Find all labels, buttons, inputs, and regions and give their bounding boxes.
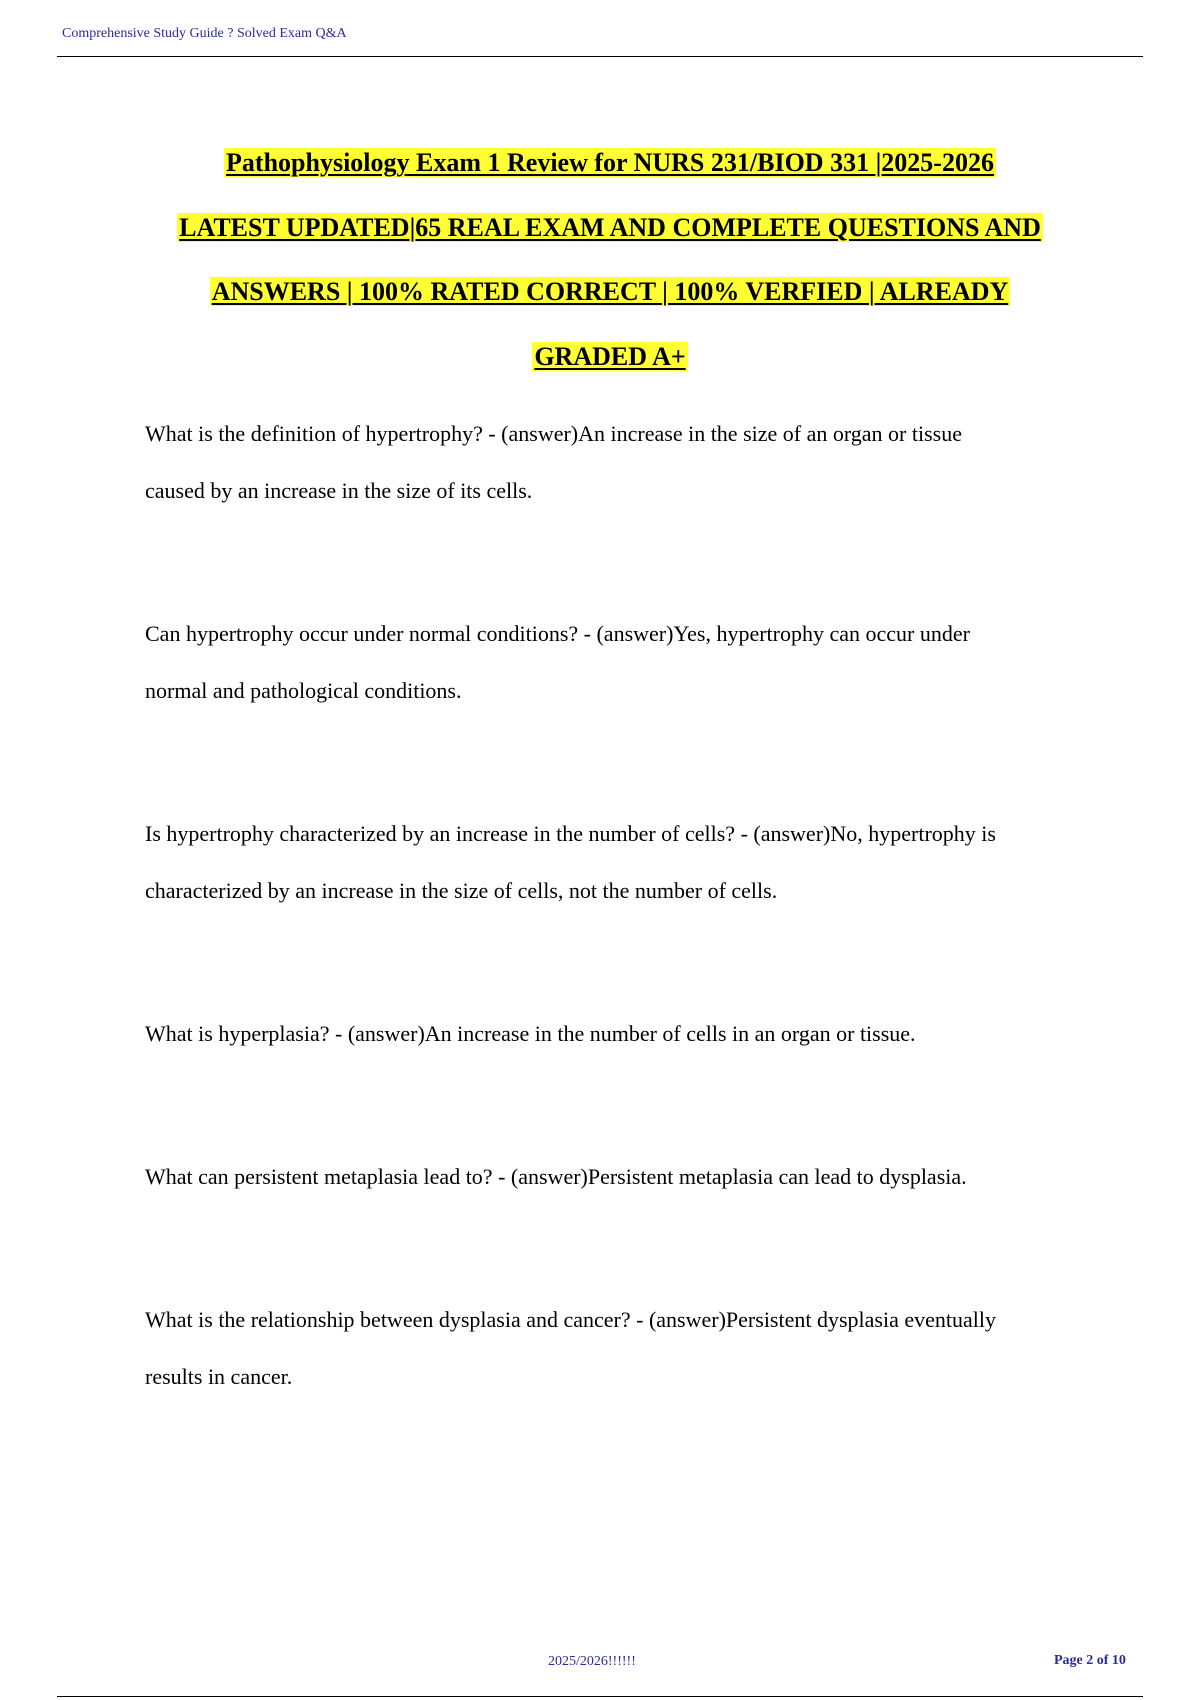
qa-line: results in cancer. — [145, 1363, 293, 1389]
qa-item-hypertrophy-cell-number — [145, 806, 1105, 919]
qa-item-hyperplasia — [145, 1006, 1105, 1063]
header-divider — [57, 56, 1143, 57]
title-line-2 — [140, 205, 1080, 270]
title-line-3 — [140, 269, 1080, 334]
qa-item-dysplasia-cancer — [145, 1292, 1105, 1405]
footer-divider — [57, 1696, 1143, 1697]
title-text-1: Pathophysiology Exam 1 Review for NURS 231/BIOD 331 |2025-2026 — [226, 148, 994, 177]
title-line-1 — [140, 140, 1080, 205]
qa-line: Can hypertrophy occur under normal conditions? - (answer)Yes, hypertrophy can occur under — [145, 621, 970, 646]
footer-year-text: 2025/2026!!!!!! — [548, 1654, 636, 1669]
qa-line: normal and pathological conditions. — [145, 677, 462, 703]
title-text-2: LATEST UPDATED|65 REAL EXAM AND COMPLETE QUESTIONS AND — [179, 212, 1041, 242]
qa-line: Is hypertrophy characterized by an increase in the number of cells? - (answer)No, hypertrophy is — [145, 821, 996, 846]
qa-item-metaplasia — [145, 1149, 1105, 1206]
title-text-3: ANSWERS | 100% RATED CORRECT | 100% VERFIED | ALREADY — [211, 277, 1009, 306]
qa-item-hypertrophy-normal — [145, 606, 1105, 719]
title-text-4: GRADED A+ — [534, 341, 686, 371]
qa-line: characterized by an increase in the size of cells, not the number of cells. — [145, 877, 778, 903]
page-number: Page 2 of 10 — [1054, 1653, 1126, 1668]
qa-item-hypertrophy-definition — [145, 406, 1105, 519]
running-header: Comprehensive Study Guide ? Solved Exam Q&A — [62, 26, 347, 41]
qa-line: What can persistent metaplasia lead to? - (answer)Persistent metaplasia can lead to dysplasia. — [145, 1164, 967, 1189]
qa-line: What is the relationship between dysplasia and cancer? - (answer)Persistent dysplasia eventually — [145, 1307, 996, 1332]
qa-line: What is hyperplasia? - (answer)An increase in the number of cells in an organ or tissue. — [145, 1021, 916, 1046]
title-line-4 — [140, 334, 1080, 399]
qa-line: What is the definition of hypertrophy? - (answer)An increase in the size of an organ or tissue — [145, 421, 962, 446]
document-title — [140, 140, 1080, 398]
qa-line: caused by an increase in the size of its cells. — [145, 477, 533, 503]
